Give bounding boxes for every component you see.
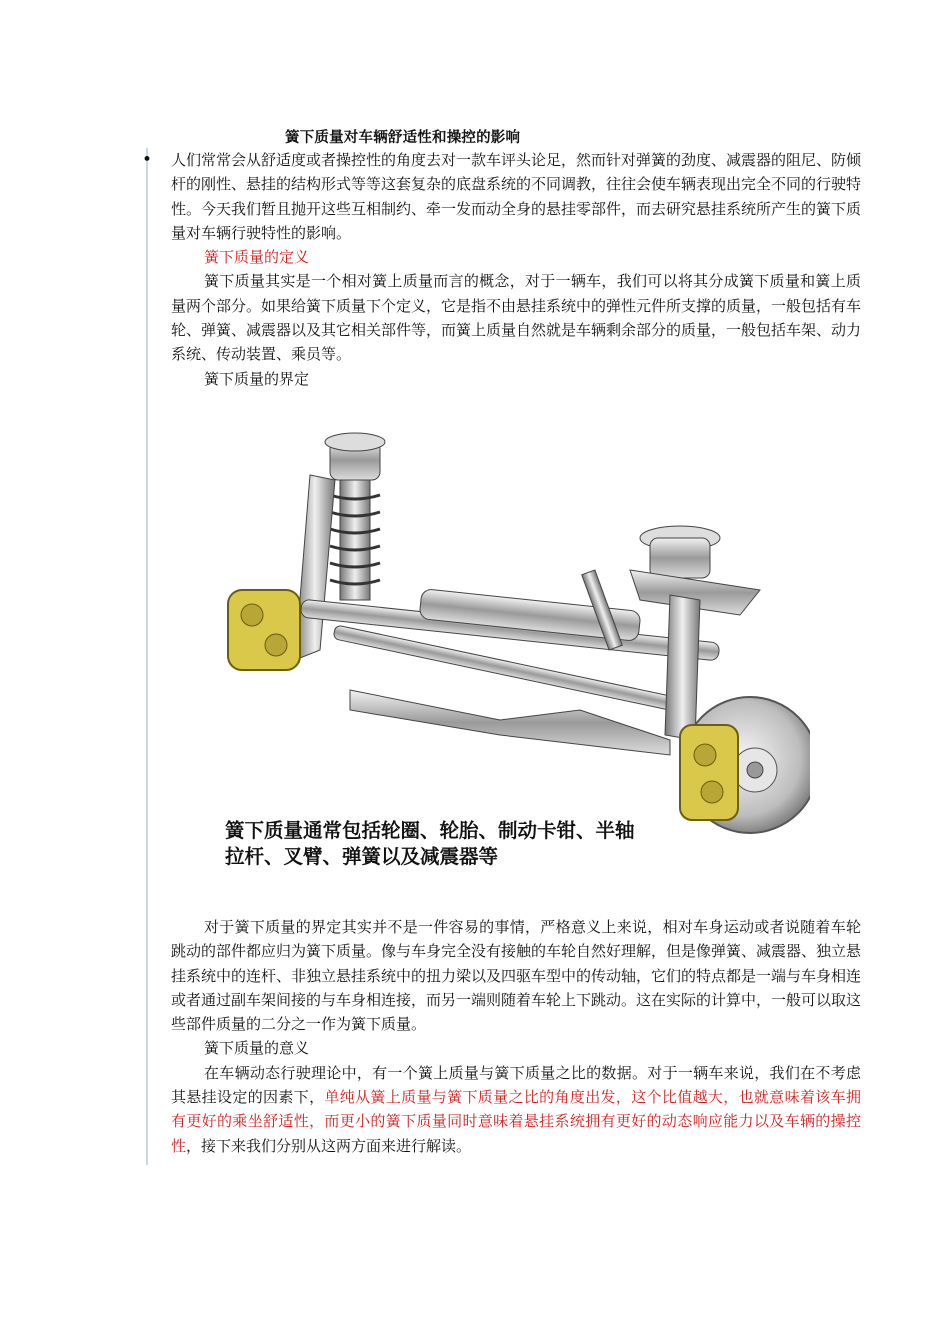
meaning-text-highlight: 单纯从簧上质量与簧下质量之比的角度出发，这个比值越大，也就意味着该车拥有更好的乘坐舒适性，而更小的簧下质量同时意味着悬挂系统拥有更好的动态响应能力以及车辆的操控性 xyxy=(171,1088,861,1155)
figure-caption-line-2: 拉杆、叉臂、弹簧以及减震器等 xyxy=(225,845,499,868)
document-body-bottom xyxy=(171,915,861,1158)
intro-paragraph: 人们常常会从舒适度或者操控性的角度去对一款车评头论足，然而针对弹簧的劲度、减震器的阻尼、防倾杆的刚性、悬挂的结构形式等等这套复杂的底盘系统的不同调教，往往会使车辆表现出完全不同的行驶特性。今天我们暂且抛开这些互相制约、牵一发而动全身的悬挂零部件，而去研究悬挂系统所产生的簧下质量对车辆行驶特性的影响。 xyxy=(171,151,862,242)
section-heading-meaning: 簧下质量的意义 xyxy=(204,1039,310,1058)
definition-paragraph: 簧下质量其实是一个相对簧上质量而言的概念，对于一辆车，我们可以将其分成簧下质量和簧上质量两个部分。如果给簧下质量下个定义，它是指不由悬挂系统中的弹性元件所支撑的质量，一般包括有车轮、弹簧、减震器以及其它相关部件等，而簧上质量自然就是车辆剩余部分的质量，一般包括车架、动力系统、传动装置、乘员等。 xyxy=(171,272,862,364)
document-title: 簧下质量对车辆舒适性和操控的影响 xyxy=(285,130,521,146)
figure-caption-line-1: 簧下质量通常包括轮圈、轮胎、制动卡钳、半轴 xyxy=(225,819,635,842)
document-body-top xyxy=(171,148,861,391)
figure-caption xyxy=(225,818,685,870)
meaning-paragraph xyxy=(171,1061,861,1158)
meaning-text-end: ，接下来我们分别从这两方面来进行解读。 xyxy=(186,1136,472,1155)
section-heading-definition: 簧下质量的定义 xyxy=(204,248,310,267)
bullet-icon: • xyxy=(142,150,153,170)
left-margin-rule xyxy=(146,148,148,1165)
section-heading-boundary: 簧下质量的界定 xyxy=(204,369,310,388)
meaning-text-start: 在车辆动态行驶理论中，有一个簧上质量与簧下质量之比的数据。对于一辆车来说，我们在不考虑其悬挂设定的因素下， xyxy=(171,1063,861,1107)
boundary-paragraph: 对于簧下质量的界定其实并不是一件容易的事情，严格意义上来说，相对车身运动或者说随着车轮跳动的部件都应归为簧下质量。像与车身完全没有接触的车轮自然好理解，但是像弹簧、减震器、独立悬挂系统中的连杆、非独立悬挂系统中的扭力梁以及四驱车型中的传动轴，它们的特点都是一端与车身相连或者通过副车架间接的与车身相连接，而另一端则随着车轮上下跳动。这在实际的计算中，一般可以取这些部件质量的二分之一作为簧下质量。 xyxy=(171,918,862,1034)
